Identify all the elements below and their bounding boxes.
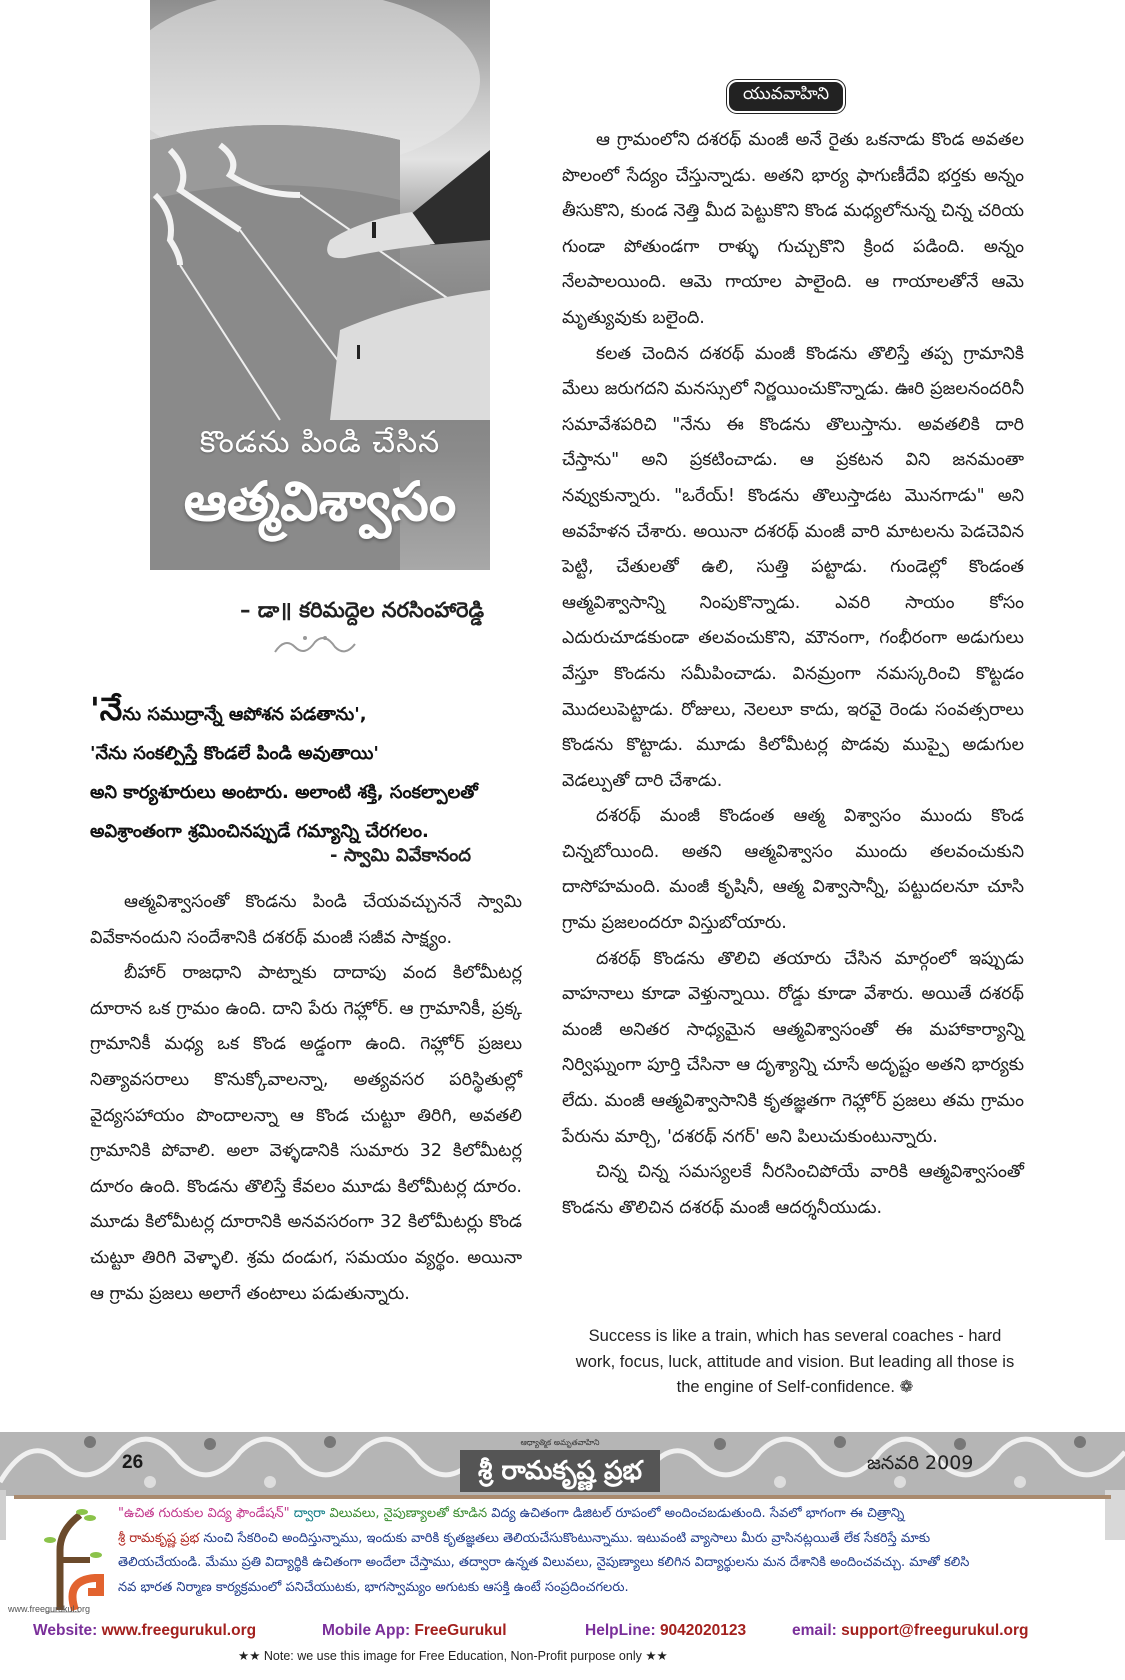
paragraph: చిన్న చిన్న సమస్యలకే నీరసించిపోయే వారికి ఆత్మవిశ్వాసంతో కొండను తొలిచిన దశరథ్ మంజీ ఆదర్శనీయుడు. — [562, 1162, 1024, 1218]
helpline-number[interactable]: 9042020123 — [659, 1622, 747, 1639]
right-column — [562, 123, 1024, 1226]
helpline-label: HelpLine: — [585, 1622, 656, 1639]
email-contact — [792, 1622, 1028, 1640]
website-contact — [33, 1622, 256, 1640]
email-link[interactable]: support@freegurukul.org — [841, 1622, 1029, 1639]
mobile-app-contact — [322, 1622, 507, 1640]
magazine-subtitle: ఆధ్యాత్మిక అమృతవాహిని — [520, 1438, 600, 1447]
foundation-name: "ఉచిత గురుకుల విద్య ఫౌండేషన్" — [118, 1506, 290, 1521]
english-quote: Success is like a train, which has several coaches - hard work, focus, luck, attitude and vision. But leading all those is the engine of Self-confidence. ❁ — [575, 1327, 1015, 1396]
paragraph: బీహార్ రాజధాని పాట్నాకు దాదాపు వంద కిలోమీటర్ల దూరాన ఒక గ్రామం ఉంది. దాని పేరు గెహ్లోర్. ఆ గ్రామానికీ, ప్రక్క గ్రామానికీ మధ్య ఒక కొండ అడ్డంగా ఉంది. గెహ్లోర్ ప్రజలు నిత్యావసరాలు కొనుక్కోవాలన్నా, అత్యవసర పరిస్థితుల్లో వైద్యసహాయం పొందాలన్నా ఆ కొండ చుట్టూ తిరిగి, అవతలి గ్రామానికి పోవాలి. అలా వెళ్ళడానికి సుమారు 32 కిలోమీటర్ల దూరం ఉంది. కొండను తొలిస్తే కేవలం మూడు కిలోమీటర్ల దూరం. మూడు కిలోమీటర్ల దూరానికి అనవసరంగా 32 కిలోమీటర్లు కొండ చుట్టూ తిరిగి వెళ్ళాలి. శ్రమ దండుగ, సమయం వ్యర్థం. అయినా ఆ గ్రామ ప్రజలు అలాగే తంటాలు పడుతున్నారు. — [90, 963, 522, 1304]
magazine-name: శ్రీ రామకృష్ణ ప్రభ — [460, 1450, 660, 1492]
quote-line1: ను సముద్రాన్నే ఆపోశన పడతాను', — [122, 704, 367, 725]
vivekananda-quote — [90, 690, 520, 851]
paragraph: కలత చెందిన దశరథ్ మంజీ కొండను తొలిస్తే తప్ప గ్రామానికి మేలు జరుగదని మనస్సులో నిర్ణయించుకొన్నాడు. ఊరి ప్రజలనందరినీ సమావేశపరిచి "నేను ఈ కొండను తొలుస్తాను. అవతలికి దారి చేస్తాను" అని ప్రకటించాడు. ఆ ప్రకటన విని జనమంతా నవ్వుకున్నారు. "ఒరేయ్! కొండను తొలుస్తాడట మొనగాడు" అని అవహేళన చేశారు. అయినా దశరథ్ మంజీ వారి మాటలను పెడచెవిన పెట్టి, చేతులతో ఉలి, సుత్తి పట్టాడు. గుండెల్లో కొండంత ఆత్మవిశ్వాసాన్ని నింపుకొన్నాడు. ఎవరి సాయం కోసం ఎదురుచూడకుండా తలవంచుకొని, మౌనంగా, గంభీరంగా అడుగులు వేస్తూ కొండను సమీపించాడు. వినమ్రంగా నమస్కరించి కొట్టడం మొదలుపెట్టాడు. రోజులు, నెలలూ కాదు, ఇరవై రెండు సంవత్సరాలు కొండను కొట్టాడు. మూడు కిలోమీటర్ల పొడవు ముప్పై అడుగుల వెడల్పుతో దారి చేశాడు. — [562, 343, 1024, 791]
usage-note: ★★ Note: we use this image for Free Education, Non-Profit purpose only ★★ — [238, 1649, 668, 1663]
website-link[interactable]: www.freegurukul.org — [101, 1622, 257, 1639]
article-title-line1: కొండను పిండి చేసిన — [199, 425, 441, 460]
app-name: FreeGurukul — [414, 1622, 507, 1639]
paragraph: దశరథ్ మంజీ కొండంత ఆత్మ విశ్వాసం ముందు కొండ చిన్నబోయింది. అతని ఆత్మవిశ్వాసం ముందు తలవంచుకుని దాసోహమంది. మంజీ కృషినీ, ఆత్మ విశ్వాసాన్నీ, పట్టుదలనూ చూసి గ్రామ ప్రజలందరూ విస్తుబోయారు. — [562, 806, 1024, 934]
notice-text: నుంచి సేకరించి అందిస్తున్నాము, ఇందుకు వారికి కృతజ్ఞతలు తెలియచేసుకొంటున్నాము. ఇటువంటి వ్యాసాలు మీరు వ్రాసినట్లయితే లేక సేకరిస్తే మాకు — [199, 1530, 931, 1546]
website-label: Website: — [33, 1622, 98, 1639]
quote-line4: అవిశ్రాంతంగా శ్రమించినప్పుడే గమ్యాన్ని చేరగలం. — [90, 821, 429, 842]
quote-line2: 'నేను సంకల్పిస్తే కొండలే పిండి అవుతాయి' — [90, 743, 379, 764]
notice-text: తెలియచేయండి. మేము ప్రతి విద్యార్థికి ఉచితంగా అందేలా చేస్తాము, తద్వారా ఉన్నత విలువలు, నైపుణ్యాలు కలిగిన విద్యార్థులను మన దేశానికి అందించవచ్చు. మాతో కలిసి — [118, 1555, 970, 1570]
notice-text: విద్య ఉచితంగా డిజిటల్ రూపంలో అందించబడుతుంది. సేవలో భాగంగా ఈ చిత్రాన్ని — [487, 1506, 905, 1521]
quote-line3: అని కార్యశూరులు అంటారు. అలాంటి శక్తి, సంకల్పాలతో — [90, 782, 478, 803]
notice-text: ద్వారా — [289, 1506, 330, 1521]
quote-attribution: - స్వామి వివేకానంద — [330, 845, 471, 866]
email-label: email: — [792, 1622, 837, 1639]
issue-date: జనవరి 2009 — [867, 1452, 974, 1474]
article-title-line2: ఆత్మవిశ్వాసం — [183, 470, 457, 533]
divider-rule — [14, 1495, 1111, 1499]
app-label: Mobile App: — [322, 1622, 411, 1639]
left-column — [90, 885, 522, 1312]
notice-text: నవ భారత నిర్మాణ కార్యక్రమంలో పనిచేయుటకు, భాగస్వామ్యం అగుటకు ఆసక్తి ఉంటే సంప్రదించగలరు. — [118, 1579, 629, 1595]
freegurukul-notice — [118, 1502, 1098, 1600]
paragraph: దశరథ్ కొండను తొలిచి తయారు చేసిన మార్గంలో ఇప్పుడు వాహనాలు కూడా వెళ్తున్నాయి. రోడ్డు కూడా వేశారు. అయితే దశరథ్ మంజీ అనితర సాధ్యమైన ఆత్మవిశ్వాసంతో ఈ మహాకార్యాన్ని నిర్విఘ్నంగా పూర్తి చేసినా ఆ దృశ్యాన్ని చూసే అదృష్టం అతని భార్యకు లేదు. మంజీ ఆత్మవిశ్వాసానికి కృతజ్ఞతగా గెహ్లోర్ ప్రజలు తమ గ్రామం పేరును మార్చి, 'దశరథ్ నగర్' అని పిలుచుకుంటున్నారు. — [562, 948, 1024, 1147]
page-number: 26 — [122, 1452, 144, 1473]
notice-text: విలువలు, నైపుణ్యాలతో కూడిన — [329, 1506, 488, 1521]
paragraph: ఆ గ్రామంలోని దశరథ్ మంజీ అనే రైతు ఒకనాడు కొండ అవతల పొలంలో సేద్యం చేస్తున్నాడు. అతని భార్య ఫాగుణీదేవి భర్తకు అన్నం తీసుకొని, కుండ నెత్తి మీద పెట్టుకొని కొండ మధ్యలోనున్న చిన్న చరియ గుండా పోతుండగా రాళ్ళు గుచ్చుకొని క్రింద పడింది. అన్నం నేలపాలయింది. ఆమె గాయాల పాలైంది. ఆ గాయాలతోనే ఆమె మృత్యువుకు బలైంది. — [562, 130, 1024, 328]
paragraph: ఆత్మవిశ్వాసంతో కొండను పిండి చేయవచ్చుననే స్వామి వివేకానందుని సందేశానికి దశరథ్ మంజీ సజీవ సాక్ష్యం. — [90, 892, 522, 948]
freegurukul-logo-url: www.freegurukul.org — [8, 1604, 91, 1614]
section-tag: యువవాహిని — [727, 80, 845, 113]
edge-strip-left — [0, 1490, 6, 1540]
helpline-contact — [585, 1622, 746, 1640]
magazine-credit: శ్రీ రామకృష్ణ ప్రభ — [118, 1530, 200, 1546]
author-byline: – డా॥ కరిమద్దెల నరసింహారెడ్డి — [240, 598, 485, 622]
ornament-divider-icon — [270, 632, 360, 660]
freegurukul-tree-logo-icon — [20, 1500, 120, 1620]
quote-first-char: 'నే — [90, 690, 123, 728]
